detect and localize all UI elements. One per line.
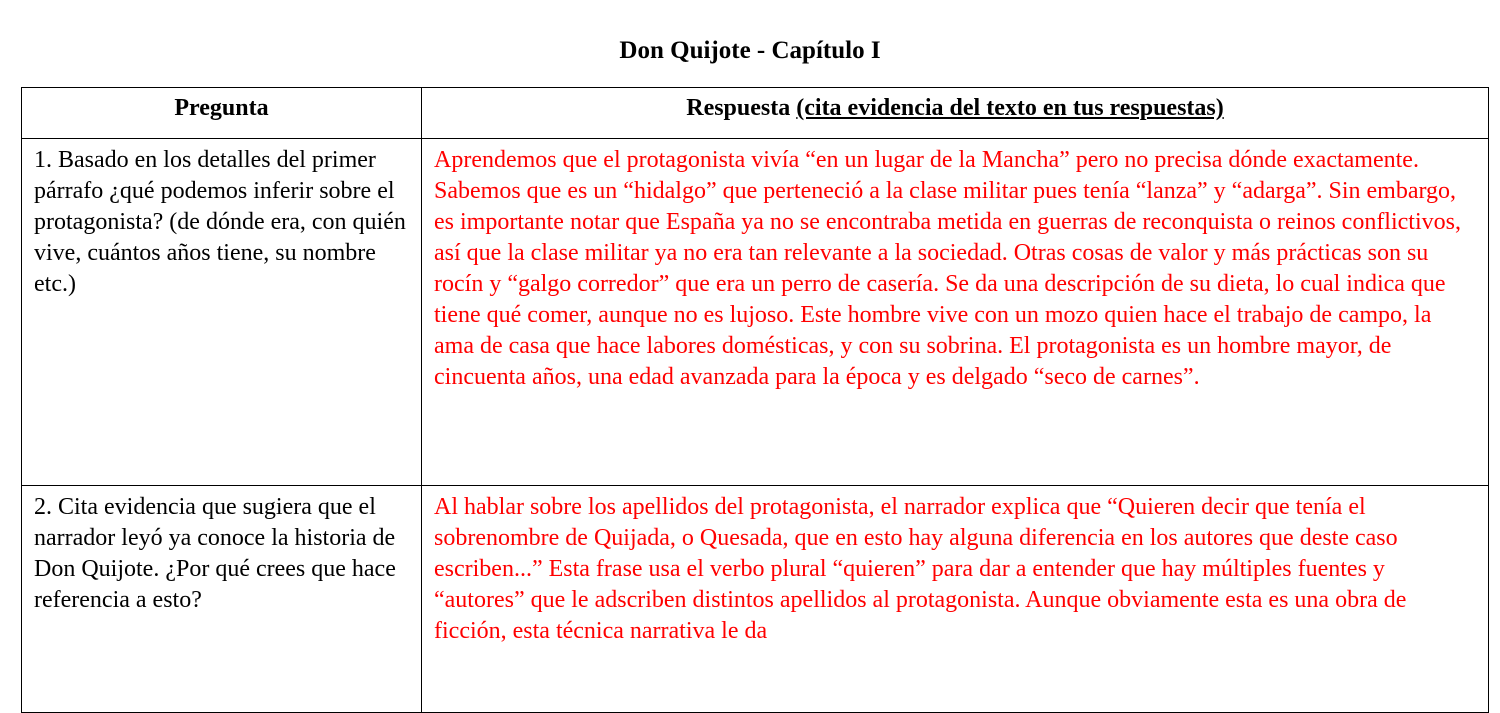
- header-question: Pregunta: [22, 88, 422, 139]
- header-answer: [422, 88, 1489, 139]
- table-row: [22, 486, 1489, 713]
- table-row: [22, 139, 1489, 486]
- answer-cell: Al hablar sobre los apellidos del protagonista, el narrador explica que “Quieren decir que tenía el sobrenombre de Quijada, o Quesada, que en esto hay alguna diferencia en los autores que deste caso escriben...” Esta frase usa el verbo plural “quieren” para dar a entender que hay múltiples fuentes y “autores” que le adscriben distintos apellidos al protagonista. Aunque obviamente esta es una obra de ficción, esta técnica narrativa le da: [422, 486, 1489, 713]
- question-cell: 1. Basado en los detalles del primer párrafo ¿qué podemos inferir sobre el protagonista? (de dónde era, con quién vive, cuántos años tiene, su nombre etc.): [22, 139, 422, 486]
- document-title: Don Quijote - Capítulo I: [619, 37, 881, 64]
- qa-table: [21, 87, 1489, 713]
- header-answer-prefix: Respuesta: [686, 95, 797, 121]
- table-header-row: [22, 88, 1489, 139]
- answer-cell: Aprendemos que el protagonista vivía “en un lugar de la Mancha” pero no precisa dónde exactamente. Sabemos que es un “hidalgo” que perteneció a la clase militar pues tenía “lanza” y “adarga”. Sin embargo, es importante notar que España ya no se encontraba metida en guerras de reconquista o reinos conflictivos, así que la clase militar ya no era tan relevante a la sociedad. Otras cosas de valor y más prácticas son su rocín y “galgo corredor” que era un perro de casería. Se da una descripción de su dieta, lo cual indica que tiene qué comer, aunque no es lujoso. Este hombre vive con un mozo quien hace el trabajo de campo, la ama de casa que hace labores domésticas, y con su sobrina. El protagonista es un hombre mayor, de cincuenta años, una edad avanzada para la época y es delgado “seco de carnes”.: [422, 139, 1489, 486]
- question-cell: 2. Cita evidencia que sugiera que el narrador leyó ya conoce la historia de Don Quijote. ¿Por qué crees que hace referencia a esto?: [22, 486, 422, 713]
- header-answer-instruction: (cita evidencia del texto en tus respuestas): [796, 95, 1224, 121]
